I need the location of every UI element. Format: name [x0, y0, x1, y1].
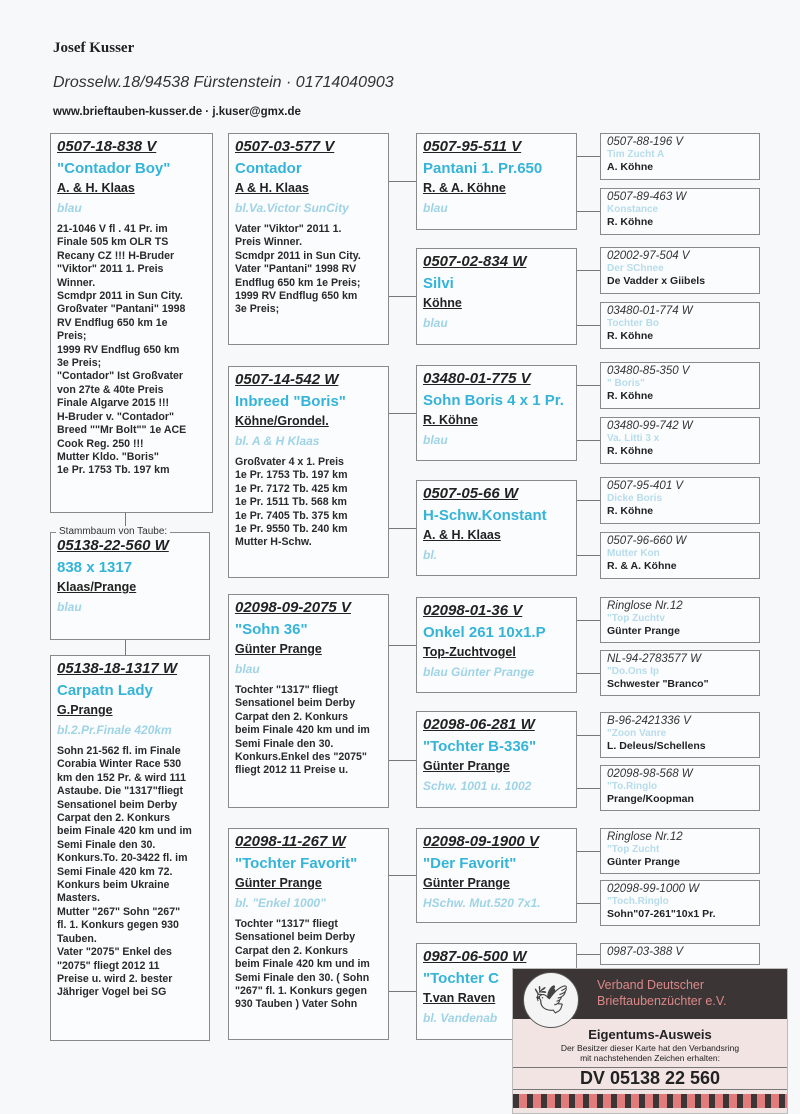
ring-number: NL-94-2783577 W: [607, 653, 701, 665]
pedigree-card: [600, 477, 760, 524]
bird-name: " Boris": [607, 378, 645, 389]
color-note: blau: [235, 662, 260, 676]
breeder: A. Köhne: [607, 161, 654, 173]
ring-number: 0987-03-388 V: [607, 946, 684, 958]
pedigree-card: [228, 594, 389, 808]
pedigree-card: [416, 248, 577, 345]
color-note: blau: [423, 433, 448, 447]
pedigree-card: [416, 480, 577, 576]
connector-line: [389, 413, 416, 414]
card-pattern: [513, 1094, 787, 1108]
performance-notes: Vater "Viktor" 2011 1. Preis Winner. Scmdpr 2011 in Sun City. Vater "Pantani" 1998 RV Endflug 650 km 1e Preis; 1999 RV Endflug 650 km 3e Preis;: [235, 223, 361, 316]
ring-number: 0507-95-401 V: [607, 480, 684, 492]
bird-name: "Do.Ons Ip: [607, 666, 659, 677]
breeder: Klaas/Prange: [57, 580, 137, 594]
performance-notes: Tochter "1317" fliegt Sensationel beim Derby Carpat den 2. Konkurs beim Finale 420 km und im Semi Finale den 30. ( Sohn "267" fl. 1. Konkurs gegen 930 Tauben ) Vater Sohn: [235, 918, 370, 1011]
breeder: Günter Prange: [423, 876, 510, 890]
connector-line: [577, 735, 600, 736]
ring-number: 0507-95-511 V: [423, 138, 522, 155]
breeder-name: Josef Kusser: [53, 40, 135, 56]
breeder: Köhne: [423, 296, 462, 310]
ring-number: 02098-11-267 W: [235, 833, 346, 850]
ring-number: 03480-85-350 V: [607, 365, 690, 377]
bird-name: H-Schw.Konstant: [423, 507, 547, 524]
connector-line: [577, 788, 600, 789]
bird-name: 838 x 1317: [57, 559, 133, 576]
ring-number: 0507-03-577 V: [235, 138, 335, 155]
breeder: G.Prange: [57, 703, 113, 717]
breeder: R. Köhne: [607, 505, 654, 517]
dove-icon: 🕊: [523, 972, 579, 1028]
pedigree-card: [416, 828, 577, 923]
color-note: blau: [423, 316, 448, 330]
pedigree-card: [600, 712, 760, 758]
color-note: bl.Va.Victor SunCity: [235, 201, 349, 215]
ring-number: 0507-02-834 W: [423, 253, 527, 270]
connector-line: [389, 181, 416, 182]
pedigree-card: [600, 247, 760, 294]
breeder-address: Drosselw.18/94538 Fürstenstein · 01714040903: [53, 74, 394, 91]
color-note: bl. "Enkel 1000": [235, 896, 326, 910]
pedigree-card: [600, 597, 760, 643]
pedigree-card: [228, 133, 389, 345]
ring-number: 02098-99-1000 W: [607, 883, 700, 895]
ring-number: 0507-18-838 V: [57, 138, 157, 155]
pedigree-card: [600, 188, 760, 235]
card-text: Der Besitzer dieser Karte hat den Verbandsring mit nachstehenden Zeichen erhalten:: [560, 1043, 740, 1063]
performance-notes: Sohn 21-562 fl. im Finale Corabia Winter Race 530 km den 152 Pr. & wird 111 Astaube. Die "1317"fliegt Sensationel beim Derby Carpat den 2. Konkurs beim Finale 420 km und im Semi Finale den 30. Konkurs.To. 20-3422 fl. im Semi Finale 420 km 72. Konkurs beim Ukraine Masters. Mutter "267" Sohn "267" fl. 1. Konkurs gegen 930 Tauben. Vater "2075" Enkel des "2075" fliegt 2012 11 Preise u. wird 2. bester Jähriger Vogel bei SG: [57, 745, 192, 999]
breeder: R. & A. Köhne: [423, 181, 506, 195]
connector-line: [389, 875, 416, 876]
card-ring-number: DV 05138 22 560: [513, 1067, 787, 1090]
breeder: R. Köhne: [607, 445, 654, 457]
breeder: Günter Prange: [235, 876, 322, 890]
performance-notes: Großvater 4 x 1. Preis 1e Pr. 1753 Tb. 197 km 1e Pr. 7172 Tb. 425 km 1e Pr. 1511 Tb. 568 km 1e Pr. 7405 Tb. 375 km 1e Pr. 9550 Tb. 240 km Mutter H-Schw.: [235, 456, 348, 549]
connector-line: [577, 325, 600, 326]
pedigree-card: [228, 828, 389, 1040]
ring-number: 0507-88-196 V: [607, 136, 684, 148]
pedigree-card: [600, 302, 760, 349]
breeder: T.van Raven: [423, 991, 496, 1005]
color-note: blau: [423, 201, 448, 215]
connector-line: [577, 211, 600, 212]
connector-line: [577, 555, 600, 556]
connector-line: [577, 440, 600, 441]
bird-name: Pantani 1. Pr.650: [423, 160, 543, 177]
color-note: blau: [57, 201, 82, 215]
bird-name: Sohn Boris 4 x 1 Pr.: [423, 392, 564, 409]
breeder: Schwester "Branco": [607, 678, 709, 690]
bird-name: Tim Zucht A: [607, 149, 665, 160]
breeder: Köhne/Grondel.: [235, 414, 329, 428]
connector-line: [577, 270, 600, 271]
ring-number: 02098-09-1900 V: [423, 833, 539, 850]
breeder: Sohn"07-261"10x1 Pr.: [607, 908, 716, 920]
bird-name: Dicke Boris: [607, 493, 663, 504]
connector-line: [577, 851, 600, 852]
card-org: Verband Deutscher Brieftaubenzüchter e.V.: [597, 978, 727, 1008]
ownership-card: [512, 968, 788, 1114]
ring-number: B-96-2421336 V: [607, 715, 691, 727]
pedigree-card: [50, 133, 213, 513]
color-note: bl.2.Pr.Finale 420km: [57, 723, 172, 737]
breeder: Günter Prange: [423, 759, 510, 773]
ring-number: 02098-09-2075 V: [235, 599, 351, 616]
pedigree-card: [600, 880, 760, 926]
ring-number: 02002-97-504 V: [607, 250, 690, 262]
color-note: blau: [57, 600, 82, 614]
ring-number: 0507-14-542 W: [235, 371, 339, 388]
connector-line: [577, 156, 600, 157]
breeder: R. Köhne: [607, 216, 654, 228]
bird-name: Onkel 261 10x1.P: [423, 624, 546, 641]
breeder: Günter Prange: [607, 625, 680, 637]
breeder: R. Köhne: [423, 413, 478, 427]
pedigree-card: [416, 597, 577, 693]
breeder: L. Deleus/Schellens: [607, 740, 706, 752]
breeder: A. & H. Klaas: [57, 181, 135, 195]
connector-line: [389, 991, 416, 992]
pedigree-card: [600, 650, 760, 696]
connector-line: [389, 760, 416, 761]
pedigree-card: [600, 943, 760, 965]
ring-number: 03480-99-742 W: [607, 420, 693, 432]
pedigree-card: [600, 417, 760, 464]
color-note: blau Günter Prange: [423, 665, 535, 679]
bird-name: Mutter Kon: [607, 548, 660, 559]
connector-line: [125, 640, 126, 655]
pedigree-card: [50, 532, 210, 640]
breeder: A & H. Klaas: [235, 181, 309, 195]
breeder: Prange/Koopman: [607, 793, 694, 805]
pedigree-card: [416, 133, 577, 230]
pedigree-card: [600, 532, 760, 579]
bird-name: "To.Ringlo: [607, 781, 658, 792]
bird-name: Inbreed "Boris": [235, 393, 346, 410]
pedigree-card: [600, 362, 760, 409]
connector-line: [389, 645, 416, 646]
breeder: R. Köhne: [607, 330, 654, 342]
connector-line: [577, 903, 600, 904]
bird-name: "Sohn 36": [235, 621, 308, 638]
ring-number: 03480-01-775 V: [423, 370, 531, 387]
ring-number: 0987-06-500 W: [423, 948, 527, 965]
pedigree-card: [50, 655, 210, 1041]
bird-name: "Tochter B-336": [423, 738, 537, 755]
performance-notes: Tochter "1317" fliegt Sensationel beim Derby Carpat den 2. Konkurs beim Finale 420 km und im Semi Finale den 30. Konkurs.Enkel des "2075" fliegt 2012 11 Preise u.: [235, 684, 370, 777]
connector-line: [577, 620, 600, 621]
bird-name: Va. Litti 3 x: [607, 433, 660, 444]
ring-number: 0507-89-463 W: [607, 191, 687, 203]
connector-line: [577, 500, 600, 501]
pedigree-card: [228, 366, 389, 578]
breeder: Top-Zuchtvogel: [423, 645, 516, 659]
bird-name: "Der Favorit": [423, 855, 517, 872]
breeder: R. & A. Köhne: [607, 560, 677, 572]
connector-line: [577, 385, 600, 386]
performance-notes: 21-1046 V fl . 41 Pr. im Finale 505 km OLR TS Recany CZ !!! H-Bruder "Viktor" 2011 1. Preis Winner. Scmdpr 2011 in Sun City. Großvater "Pantani" 1998 RV Endflug 650 km 1e Preis; 1999 RV Endflug 650 km 3e Preis; "Contador" Ist Großvater von 27te & 40te Preis Finale Algarve 2015 !!! H-Bruder v. "Contador" Breed ""Mr Bolt"" 1e ACE Cook Reg. 250 !!! Mutter Kldo. "Boris" 1e Pr. 1753 Tb. 197 km: [57, 223, 187, 477]
breeder-contact: www.brieftauben-kusser.de · j.kuser@gmx.de: [53, 106, 301, 118]
ring-number: 0507-05-66 W: [423, 485, 519, 502]
ring-number: 0507-96-660 W: [607, 535, 687, 547]
bird-name: "Toch.Ringlo: [607, 896, 669, 907]
connector-line: [389, 528, 416, 529]
ring-number: 05138-22-560 W: [57, 537, 169, 554]
pedigree-card: [416, 365, 577, 461]
bird-name: "Top Zucht: [607, 844, 660, 855]
bird-name: "Contador Boy": [57, 160, 171, 177]
subject-label: Stammbaum von Taube:: [56, 526, 170, 537]
bird-name: Tochter Bo: [607, 318, 660, 329]
color-note: bl. Vandenab: [423, 1011, 498, 1025]
ring-number: 02098-98-568 W: [607, 768, 693, 780]
connector-line: [577, 673, 600, 674]
ring-number: Ringlose Nr.12: [607, 831, 683, 843]
card-title: Eigentums-Ausweis: [588, 1027, 712, 1042]
bird-name: Contador: [235, 160, 302, 177]
bird-name: Der SChnee: [607, 263, 664, 274]
bird-name: "Tochter C: [423, 970, 500, 987]
breeder: Günter Prange: [607, 856, 680, 868]
ring-number: 02098-01-36 V: [423, 602, 523, 619]
pedigree-card: [600, 133, 760, 180]
bird-name: Konstance: [607, 204, 659, 215]
connector-line: [577, 954, 600, 955]
bird-name: Carpatn Lady: [57, 682, 153, 699]
ring-number: Ringlose Nr.12: [607, 600, 683, 612]
bird-name: Silvi: [423, 275, 454, 292]
bird-name: "Tochter Favorit": [235, 855, 358, 872]
breeder: A. & H. Klaas: [423, 528, 501, 542]
breeder: R. Köhne: [607, 390, 654, 402]
pedigree-card: [600, 765, 760, 811]
card-header: [513, 969, 787, 1019]
color-note: bl. A & H Klaas: [235, 434, 320, 448]
breeder: Günter Prange: [235, 642, 322, 656]
ring-number: 03480-01-774 W: [607, 305, 693, 317]
color-note: HSchw. Mut.520 7x1.: [423, 896, 541, 910]
pedigree-card: [600, 828, 760, 874]
color-note: bl.: [423, 548, 437, 562]
breeder: De Vadder x Giibels: [607, 275, 706, 287]
color-note: Schw. 1001 u. 1002: [423, 779, 532, 793]
ring-number: 05138-18-1317 W: [57, 660, 178, 677]
ring-number: 02098-06-281 W: [423, 716, 535, 733]
bird-name: "Zoon Vanre: [607, 728, 667, 739]
pedigree-card: [416, 711, 577, 808]
bird-name: "Top Zuchtv: [607, 613, 665, 624]
connector-line: [389, 296, 416, 297]
